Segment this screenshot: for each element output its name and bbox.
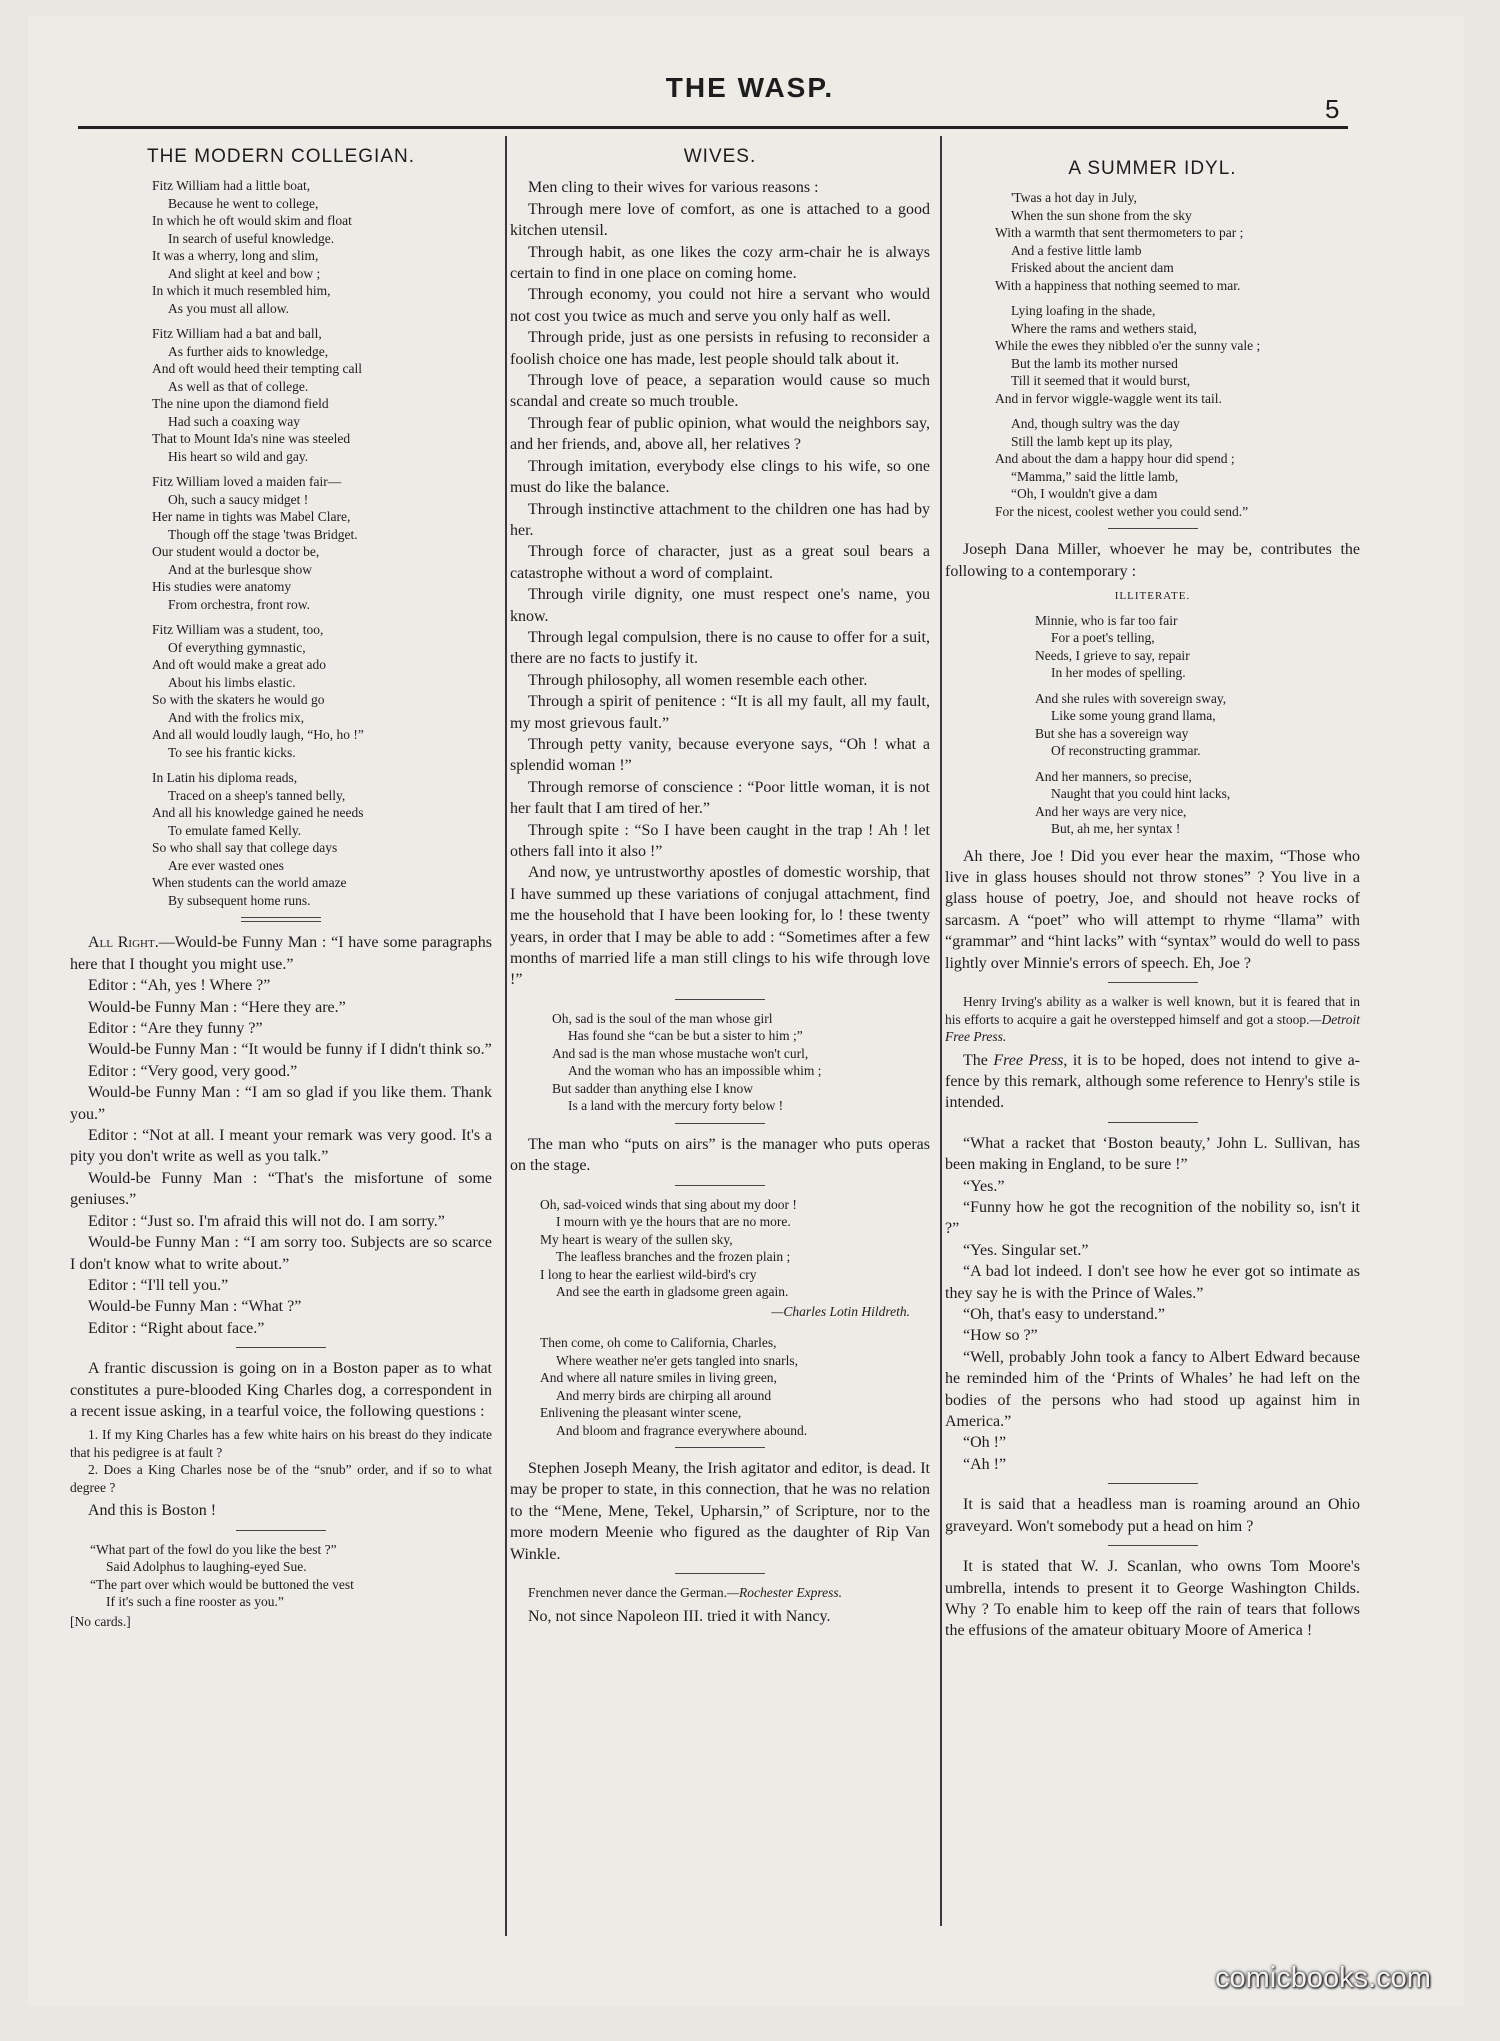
poem-line: For a poet's telling, — [1051, 630, 1155, 646]
poem-line: Fitz William had a bat and ball, — [152, 326, 322, 342]
poem-line: And at the burlesque show — [168, 561, 312, 577]
header-rule — [78, 126, 1348, 129]
poem-line: And with the frolics mix, — [168, 709, 305, 725]
dialogue-line: Would-be Funny Man : “Here they are.” — [88, 998, 346, 1016]
poem-line: Oh, sad is the soul of the man whose girl — [552, 1010, 773, 1026]
poem-stanza — [152, 473, 492, 613]
poem-line: Frisked about the ancient dam — [1011, 260, 1174, 276]
poem-stanza — [995, 302, 1360, 407]
funny-man-dialogue — [70, 975, 492, 1339]
collegian-poem — [70, 177, 492, 909]
poem-stanza — [995, 189, 1360, 294]
poem-stanza — [152, 177, 492, 317]
wives-reason: Through habit, as one likes the cozy arm-chair he is always certain to find in one place on coming home. — [510, 243, 930, 283]
dialogue-line: “What a racket that ‘Boston beauty,’ John L. Sullivan, has been making in England, to be sure !” — [945, 1134, 1360, 1174]
summer-idyl-poem — [945, 189, 1360, 520]
headless-paragraph: It is said that a headless man is roaming around an Ohio graveyard. Won't somebody put a head on him ? — [945, 1496, 1360, 1535]
poem-line: While the ewes they nibbled o'er the sunny vale ; — [995, 338, 1261, 354]
poem-line: If it's such a fine rooster as you.” — [106, 1594, 284, 1610]
poem-line: Said Adolphus to laughing-eyed Sue. — [106, 1559, 307, 1575]
poem-line: I long to hear the earliest wild-bird's cry — [540, 1266, 757, 1282]
poem-line: To see his frantic kicks. — [168, 744, 296, 760]
wives-reason: Through force of character, just as a great soul bears a catastrophe without a word of complaint. — [510, 543, 930, 582]
poem-line: And slight at keel and bow ; — [168, 265, 321, 281]
poem-line: Still the lamb kept up its play, — [1011, 433, 1173, 449]
dialogue-line: Would-be Funny Man : “I am so glad if you like them. Thank you.” — [70, 1084, 492, 1123]
article-title: THE MODERN COLLEGIAN. — [146, 146, 416, 167]
poem-line: And about the dam a happy hour did spend ; — [995, 451, 1235, 467]
poem-line: And all would loudly laugh, “Ho, ho !” — [152, 727, 364, 743]
poem-line: It was a wherry, long and slim, — [152, 248, 319, 264]
poem-line: “The part over which would be buttoned the vest — [90, 1576, 354, 1592]
wives-reason: Through instinctive attachment to the children one has had by her. — [510, 500, 930, 539]
poem-line: And her ways are very nice, — [1035, 803, 1187, 819]
poem-line: Traced on a sheep's tanned belly, — [168, 787, 346, 803]
poem-line: For the nicest, coolest wether you could send.” — [995, 503, 1249, 519]
poem-line: So who shall say that college days — [152, 840, 338, 856]
poem-stanza — [995, 415, 1360, 520]
poem-line: And a festive little lamb — [1011, 242, 1142, 258]
poem-stanza — [1035, 690, 1360, 760]
poem-stanza — [152, 621, 492, 761]
poem-line: Of everything gymnastic, — [168, 639, 306, 655]
poem-line: I mourn with ye the hours that are no more. — [556, 1214, 791, 1230]
poem-stanza — [1035, 768, 1360, 838]
poem-line: My heart is weary of the sullen sky, — [540, 1231, 733, 1247]
poem-line: Then come, oh come to California, Charles, — [540, 1335, 777, 1351]
dialogue-line: Editor : “Very good, very good.” — [88, 1062, 298, 1080]
dialogue-line: “Oh !” — [963, 1434, 1007, 1452]
wives-reason: Through philosophy, all women resemble each other. — [528, 671, 868, 689]
poem-line: But she has a sovereign way — [1035, 725, 1189, 741]
separator — [1108, 1122, 1198, 1123]
separator — [241, 917, 321, 922]
poem-line: The nine upon the diamond field — [152, 396, 329, 412]
wives-reason: Through pride, just as one persists in refusing to reconsider a foolish choice one has made, lest people should talk about it. — [510, 329, 930, 368]
poem-line: But, ah me, her syntax ! — [1051, 821, 1181, 837]
separator — [675, 999, 765, 1000]
poem-line: When the sun shone from the sky — [1011, 207, 1192, 223]
dialogue-line: “Ah !” — [963, 1455, 1007, 1473]
napoleon-line: No, not since Napoleon III. tried it with Nancy. — [528, 1607, 831, 1625]
poem-line: In which it much resembled him, — [152, 283, 331, 299]
wives-reason: Through a spirit of penitence : “It is all my fault, all my fault, my most grievous fault.” — [510, 693, 930, 732]
wives-reasons — [510, 199, 930, 991]
poem-line: But sadder than anything else I know — [552, 1080, 753, 1096]
poem-line: With a warmth that sent thermometers to par ; — [995, 225, 1244, 241]
poem-line: His heart so wild and gay. — [168, 448, 309, 464]
wives-reason: Through remorse of conscience : “Poor little woman, it is not her fault that I am tired of her.” — [510, 778, 930, 818]
illiterate-caption: ILLITERATE. — [1114, 590, 1191, 603]
column-middle — [510, 146, 930, 1627]
poem-line: And her manners, so precise, — [1035, 768, 1192, 784]
free-press-paragraph: The Free Press, it is to be hoped, does not intend to give a-fence by this remark, although some reference to Henry's stile is intended. — [945, 1051, 1361, 1112]
poem-line: “Mamma,” said the little lamb, — [1011, 468, 1179, 484]
dialogue-line: “Yes. Singular set.” — [963, 1241, 1089, 1259]
poem-line: And oft would make a great ado — [152, 657, 326, 673]
wives-reason: Through spite : “So I have been caught in the trap ! Ah ! let others fall into it also !” — [510, 821, 930, 860]
column-rule — [505, 136, 507, 1936]
poem-line: And sad is the man whose mustache won't curl, — [552, 1045, 809, 1061]
poem-line: So with the skaters he would go — [152, 692, 325, 708]
poem-line: In search of useful knowledge. — [168, 230, 335, 246]
article-title: WIVES. — [683, 146, 757, 167]
airs-paragraph: The man who “puts on airs” is the manager who puts operas on the stage. — [510, 1135, 930, 1175]
poem-line: Her name in tights was Mabel Clare, — [152, 509, 351, 525]
poem-signature: —Charles Lotin Hildreth. — [771, 1303, 910, 1319]
poem-line: About his limbs elastic. — [168, 674, 296, 690]
dialogue-line: “A bad lot indeed. I don't see how he ever got so intimate as they say he is with the Prince of Wales.” — [945, 1263, 1360, 1302]
poem-line: Because he went to college, — [168, 195, 319, 211]
poem-line: In her modes of spelling. — [1051, 665, 1186, 681]
wives-reason: Through legal compulsion, there is no cause to offer for a suit, there are no facts to justify it. — [510, 628, 930, 668]
dialogue-line: Would-be Funny Man : “That's the misfortune of some geniuses.” — [70, 1169, 492, 1209]
separator — [236, 1530, 326, 1531]
poem-line: Where the rams and wethers staid, — [1011, 320, 1197, 336]
scanlan-paragraph: It is stated that W. J. Scanlan, who owns Tom Moore's umbrella, intends to present it to George Washington Childs. Why ? To enable him to keep off the rain of tears that follows the effusions of the amateur obituary Moore of America ! — [945, 1558, 1360, 1640]
dialogue-line: Editor : “Ah, yes ! Where ?” — [88, 977, 271, 995]
dialogue-line: Would-be Funny Man : “What ?” — [88, 1298, 302, 1316]
poem-line: With a happiness that nothing seemed to mar. — [995, 277, 1241, 293]
separator — [675, 1447, 765, 1448]
poem-line: Minnie, who is far too fair — [1035, 612, 1178, 628]
poem-line: Oh, such a saucy midget ! — [168, 491, 309, 507]
wives-reason: Through virile dignity, one must respect one's name, you know. — [510, 586, 930, 625]
page-number: 5 — [1325, 94, 1340, 124]
all-right-paragraph: All Right.—Would-be Funny Man : “I have some paragraphs here that I thought you might use.” — [70, 934, 492, 973]
poem-line: “Oh, I wouldn't give a dam — [1011, 486, 1158, 502]
wives-reason: Through mere love of comfort, as one is attached to a good kitchen utensil. — [510, 200, 930, 240]
poem-line: And oft would heed their tempting call — [152, 361, 362, 377]
column-left — [70, 146, 492, 1630]
poem-line: As well as that of college. — [168, 378, 309, 394]
boston-question: 1. If my King Charles has a few white hairs on his breast do they indicate that his pedigree is at fault ? — [70, 1427, 492, 1460]
poem-line: And bloom and fragrance everywhere abound. — [556, 1422, 808, 1438]
poem-line: As further aids to knowledge, — [168, 343, 329, 359]
separator — [675, 1185, 765, 1186]
poem-line: His studies were anatomy — [152, 579, 292, 595]
poem-line: In which he oft would skim and float — [152, 213, 352, 229]
poem-line: And merry birds are chirping all around — [556, 1387, 772, 1403]
poem-line: Our student would a doctor be, — [152, 544, 320, 560]
dialogue-line: Editor : “I'll tell you.” — [88, 1276, 229, 1294]
separator — [236, 1347, 326, 1348]
poem-line: From orchestra, front row. — [168, 596, 310, 612]
boston-end: And this is Boston ! — [88, 1502, 217, 1520]
poem-line: But the lamb its mother nursed — [1011, 355, 1178, 371]
sullivan-dialogue — [945, 1133, 1360, 1476]
poem-line: Naught that you could hint lacks, — [1051, 786, 1231, 802]
sad-verse — [510, 1010, 930, 1115]
no-cards-note: [No cards.] — [70, 1613, 131, 1629]
dialogue-line: “Funny how he got the recognition of the nobility so, isn't it ?” — [945, 1199, 1360, 1238]
poem-line: Needs, I grieve to say, repair — [1035, 647, 1190, 663]
poem-line: Till it seemed that it would burst, — [1011, 373, 1191, 389]
separator — [1108, 982, 1198, 983]
poem-line: Fitz William had a little boat, — [152, 178, 311, 194]
poem-line: Had such a coaxing way — [168, 413, 300, 429]
poem-line: And she rules with sovereign sway, — [1035, 690, 1227, 706]
dialogue-line: Would-be Funny Man : “I am sorry too. Subjects are so scarce I don't know what to write about.” — [70, 1234, 492, 1273]
separator — [1108, 1483, 1198, 1484]
poem-line: And the woman who has an impossible whim ; — [568, 1063, 822, 1079]
all-right-lead: All Right. — [88, 934, 159, 952]
poem-line: Where weather ne'er gets tangled into snarls, — [556, 1352, 798, 1368]
french-quote: Frenchmen never dance the German.—Rochester Express. — [528, 1585, 843, 1601]
separator — [1108, 1545, 1198, 1546]
poem-line: Is a land with the mercury forty below ! — [568, 1098, 784, 1114]
dialogue-line: “Well, probably John took a fancy to Albert Edward because he reminded him of the ‘Prints of Whales’ he had left on the bodies of the persons who had stood up against him in America.” — [945, 1348, 1360, 1431]
masthead: THE WASP. — [665, 72, 835, 103]
poem-line: In Latin his diploma reads, — [152, 770, 298, 786]
wives-reason: And now, ye untrustworthy apostles of domestic worship, that I have summed up these variations of conjugal attachment, find me the household that I have been looking for, lo ! these twenty years, in order that I may be able to add : “Sometimes after a few months of married life a man still clings to his wife through love !” — [510, 864, 930, 989]
illiterate-poem — [945, 612, 1360, 838]
poem-stanza — [152, 769, 492, 909]
separator — [1108, 528, 1198, 529]
joe-paragraph: Ah there, Joe ! Did you ever hear the maxim, “Those who live in glass houses should not throw stones” ? You live in a glass house of poetry, Joe, and should not heave rocks of sarcasm. A “poet” who will attempt to rhyme “llama” with “grammar” and “hint lacks” with “syntax” would do well to pass lightly over Minnie's errors of speech. Eh, Joe ? — [945, 847, 1360, 972]
poem-stanza — [1035, 612, 1360, 682]
wives-reason: Through fear of public opinion, what would the neighbors say, and her friends, and, above all, her relatives ? — [510, 414, 930, 454]
wives-reason: Through petty vanity, because everyone says, “Oh ! what a splendid woman !” — [510, 735, 930, 775]
poem-line: As you must all allow. — [168, 300, 289, 316]
poem-stanza — [152, 325, 492, 465]
poem-line: That to Mount Ida's nine was steeled — [152, 431, 351, 447]
poem-line: Of reconstructing grammar. — [1051, 743, 1201, 759]
poem-line: And where all nature smiles in living green, — [540, 1370, 777, 1386]
winds-verse — [510, 1196, 930, 1301]
separator — [675, 1123, 765, 1124]
dialogue-line: Editor : “Are they funny ?” — [88, 1020, 263, 1038]
poem-line: And all his knowledge gained he needs — [152, 805, 364, 821]
poem-line: The leafless branches and the frozen plain ; — [556, 1249, 791, 1265]
poem-line: To emulate famed Kelly. — [168, 822, 302, 838]
dialogue-line: “How so ?” — [963, 1327, 1038, 1345]
irving-quote: Henry Irving's ability as a walker is well known, but it is feared that in his efforts to acquire a gait he overstepped himself and got a stoop.—Detroit Free Press. — [945, 994, 1360, 1045]
poem-line: And, though sultry was the day — [1011, 416, 1180, 432]
poem-line: Fitz William loved a maiden fair— — [152, 474, 342, 490]
wives-intro: Men cling to their wives for various reasons : — [528, 179, 819, 197]
article-title: A SUMMER IDYL. — [1068, 158, 1237, 179]
dialogue-line: Editor : “Just so. I'm afraid this will not do. I am sorry.” — [88, 1212, 445, 1230]
poem-line: By subsequent home runs. — [168, 892, 311, 908]
poem-line: 'Twas a hot day in July, — [1011, 190, 1137, 206]
poem-line: When students can the world amaze — [152, 875, 347, 891]
poem-line: Has found she “can be but a sister to him ;” — [568, 1028, 803, 1044]
dialogue-line: “Oh, that's easy to understand.” — [963, 1306, 1165, 1324]
california-verse — [510, 1334, 930, 1439]
boston-question: 2. Does a King Charles nose be of the “snub” order, and if so to what degree ? — [70, 1462, 492, 1495]
dialogue-line: Editor : “Right about face.” — [88, 1319, 265, 1337]
site-watermark: comicbooks.com — [1215, 1962, 1431, 1994]
miller-paragraph: Joseph Dana Miller, whoever he may be, contributes the following to a contemporary : — [945, 541, 1360, 580]
boston-paragraph: A frantic discussion is going on in a Boston paper as to what constitutes a pure-blooded King Charles dog, a correspondent in a recent issue asking, in a tearful voice, the following questions : — [70, 1360, 492, 1420]
poem-line: Though off the stage 'twas Bridget. — [168, 526, 358, 542]
wives-reason: Through imitation, everybody else clings to his wife, so one must do like the balance. — [510, 457, 930, 497]
fowl-verse — [70, 1541, 492, 1611]
meany-paragraph: Stephen Joseph Meany, the Irish agitator and editor, is dead. It may be proper to state, in this connection, that he was no relation to the “Mene, Mene, Tekel, Upharsin,” of Scripture, nor to the more modern Meenie who figured as the daughter of Rip Van Winkle. — [510, 1460, 930, 1563]
dialogue-line: Editor : “Not at all. I meant your remark was very good. It's a pity you don't write as well as you talk.” — [70, 1127, 492, 1166]
poem-line: “What part of the fowl do you like the best ?” — [90, 1541, 337, 1557]
wives-reason: Through economy, you could not hire a servant who would not cost you twice as much and serve you only half as well. — [510, 286, 930, 325]
column-right — [945, 146, 1360, 1642]
poem-line: Are ever wasted ones — [168, 857, 284, 873]
poem-line: Enlivening the pleasant winter scene, — [540, 1405, 742, 1421]
separator — [675, 1573, 765, 1574]
poem-line: Lying loafing in the shade, — [1011, 303, 1156, 319]
poem-line: Fitz William was a student, too, — [152, 622, 324, 638]
poem-line: And in fervor wiggle-waggle went its tail. — [995, 390, 1222, 406]
poem-line: And see the earth in gladsome green again. — [556, 1284, 789, 1300]
poem-line: Oh, sad-voiced winds that sing about my door ! — [540, 1196, 797, 1212]
dialogue-line: “Yes.” — [963, 1177, 1005, 1195]
wives-reason: Through love of peace, a separation would cause so much scandal and create so much trouble. — [510, 372, 930, 411]
column-rule — [940, 136, 942, 1926]
dialogue-line: Would-be Funny Man : “It would be funny if I didn't think so.” — [88, 1041, 492, 1059]
poem-line: Like some young grand llama, — [1051, 708, 1216, 724]
